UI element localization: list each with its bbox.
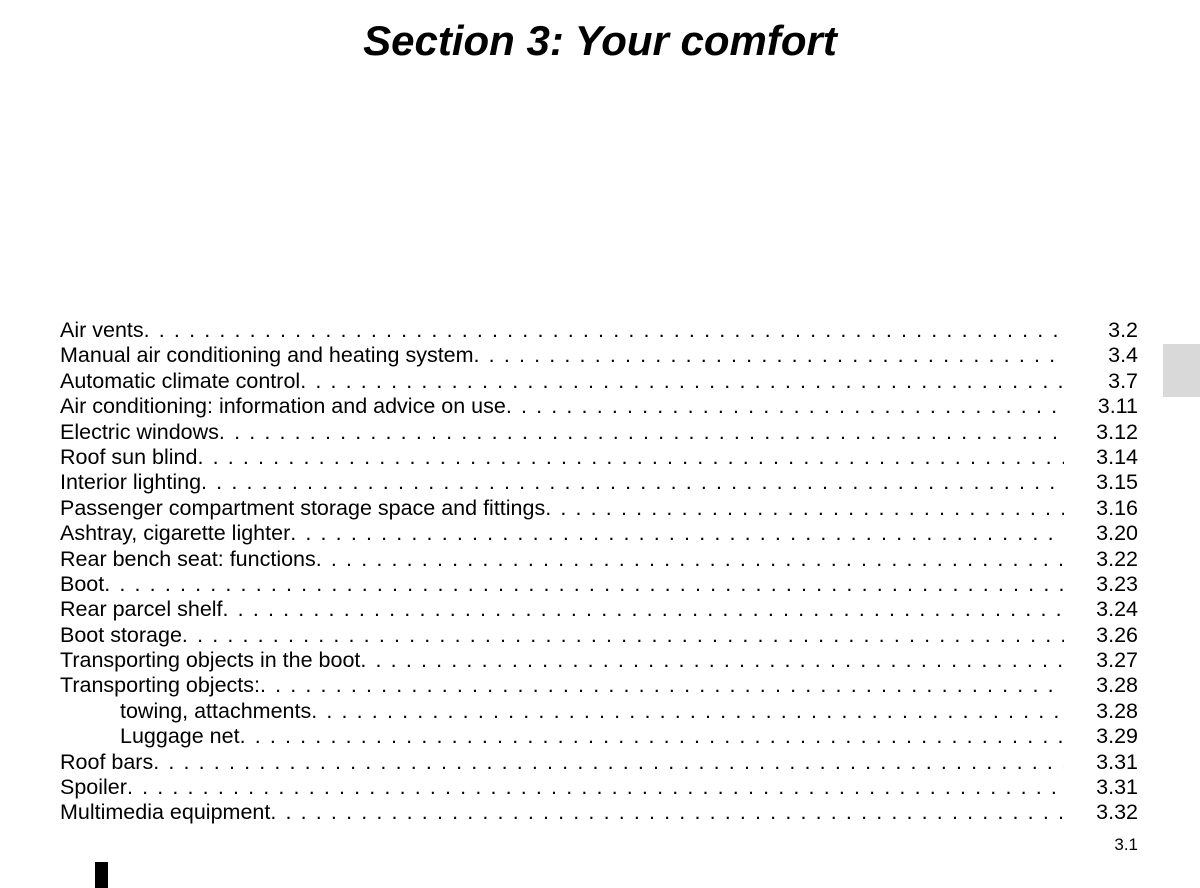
toc-entry bbox=[60, 750, 1138, 775]
toc-entry bbox=[60, 547, 1138, 572]
toc-dot-leader bbox=[201, 470, 1064, 495]
toc-entry-page: 3.15 bbox=[1096, 470, 1138, 495]
toc-entry-label: Boot bbox=[60, 571, 105, 596]
toc-entry-page: 3.2 bbox=[1108, 318, 1138, 342]
toc-entry-page: 3.22 bbox=[1096, 546, 1138, 571]
toc-entry-label: Rear bench seat: functions bbox=[60, 546, 316, 571]
page-title: Section 3: Your comfort bbox=[363, 17, 837, 64]
toc-entry bbox=[60, 496, 1138, 521]
toc-entry bbox=[60, 648, 1138, 673]
toc-dot-leader bbox=[270, 800, 1064, 825]
toc-entry-label: Manual air conditioning and heating system bbox=[60, 343, 474, 368]
toc-entry-label: Transporting objects in the boot bbox=[60, 648, 361, 673]
toc-entry-page: 3.12 bbox=[1096, 419, 1138, 444]
toc-entry-page: 3.20 bbox=[1096, 521, 1138, 546]
toc-dot-leader bbox=[223, 597, 1064, 622]
toc-entry-label: Multimedia equipment bbox=[60, 800, 271, 825]
toc-dot-leader bbox=[104, 572, 1064, 597]
toc-entry-page: 3.27 bbox=[1096, 648, 1138, 673]
toc-entry bbox=[60, 369, 1138, 394]
toc-entry-page: 3.7 bbox=[1108, 368, 1138, 393]
toc-entry bbox=[60, 572, 1138, 597]
toc-entry-page: 3.26 bbox=[1096, 622, 1138, 647]
toc-entry bbox=[60, 673, 1138, 698]
toc-dot-leader bbox=[153, 750, 1064, 775]
toc-dot-leader bbox=[240, 724, 1064, 749]
toc-entry bbox=[60, 445, 1138, 470]
toc-entry-page: 3.4 bbox=[1108, 343, 1138, 368]
toc-entry-page: 3.16 bbox=[1096, 495, 1138, 520]
toc-entry bbox=[60, 597, 1138, 622]
toc-entry-label: Luggage net bbox=[120, 724, 240, 749]
table-of-contents bbox=[60, 318, 1138, 826]
toc-entry bbox=[60, 623, 1138, 648]
toc-entry-label: Ashtray, cigarette lighter bbox=[60, 521, 291, 546]
toc-dot-leader bbox=[144, 318, 1064, 343]
toc-entry-page: 3.32 bbox=[1096, 800, 1138, 825]
toc-dot-leader bbox=[316, 547, 1064, 572]
toc-dot-leader bbox=[545, 496, 1064, 521]
toc-entry-label: Air vents bbox=[60, 318, 144, 342]
toc-entry-page: 3.29 bbox=[1096, 724, 1138, 749]
toc-entry-label: Spoiler bbox=[60, 775, 127, 800]
toc-entry bbox=[60, 420, 1138, 445]
toc-dot-leader bbox=[197, 445, 1064, 470]
crop-mark bbox=[95, 862, 108, 888]
toc-dot-leader bbox=[474, 343, 1064, 368]
toc-entry bbox=[60, 343, 1138, 368]
section-tab-marker bbox=[1163, 344, 1200, 397]
toc-entry-label: Rear parcel shelf bbox=[60, 597, 223, 622]
toc-dot-leader bbox=[311, 699, 1064, 724]
toc-entry-page: 3.14 bbox=[1096, 444, 1138, 469]
toc-entry-label: Automatic climate control bbox=[60, 368, 301, 393]
toc-dot-leader bbox=[506, 394, 1064, 419]
toc-entry-label: Boot storage bbox=[60, 622, 182, 647]
toc-entry bbox=[60, 775, 1138, 800]
toc-dot-leader bbox=[290, 521, 1064, 546]
toc-entry-page: 3.31 bbox=[1096, 775, 1138, 800]
toc-entry-label: Air conditioning: information and advice on use bbox=[60, 394, 506, 419]
toc-entry-label: Electric windows bbox=[60, 419, 219, 444]
toc-entry bbox=[60, 318, 1138, 343]
toc-entry bbox=[60, 699, 1138, 724]
toc-entry-label: Roof bars bbox=[60, 749, 154, 774]
toc-entry-page: 3.24 bbox=[1096, 597, 1138, 622]
toc-entry bbox=[60, 800, 1138, 825]
toc-entry bbox=[60, 724, 1138, 749]
toc-entry-page: 3.31 bbox=[1096, 749, 1138, 774]
page-number: 3.1 bbox=[1114, 835, 1138, 854]
toc-dot-leader bbox=[260, 673, 1064, 698]
toc-entry-label: Passenger compartment storage space and fittings bbox=[60, 495, 546, 520]
toc-dot-leader bbox=[127, 775, 1064, 800]
toc-entry-page: 3.28 bbox=[1096, 673, 1138, 698]
toc-entry bbox=[60, 521, 1138, 546]
toc-dot-leader bbox=[360, 648, 1064, 673]
toc-dot-leader bbox=[182, 623, 1064, 648]
toc-dot-leader bbox=[219, 420, 1064, 445]
toc-entry-label: Interior lighting bbox=[60, 470, 202, 495]
toc-entry-page: 3.28 bbox=[1096, 698, 1138, 723]
toc-entry bbox=[60, 470, 1138, 495]
toc-entry-label: towing, attachments bbox=[120, 698, 312, 723]
toc-entry-page: 3.11 bbox=[1097, 394, 1138, 419]
toc-entry bbox=[60, 394, 1138, 419]
toc-entry-label: Transporting objects: bbox=[60, 673, 260, 698]
toc-entry-page: 3.23 bbox=[1096, 571, 1138, 596]
toc-entry-label: Roof sun blind bbox=[60, 444, 198, 469]
toc-dot-leader bbox=[300, 369, 1064, 394]
